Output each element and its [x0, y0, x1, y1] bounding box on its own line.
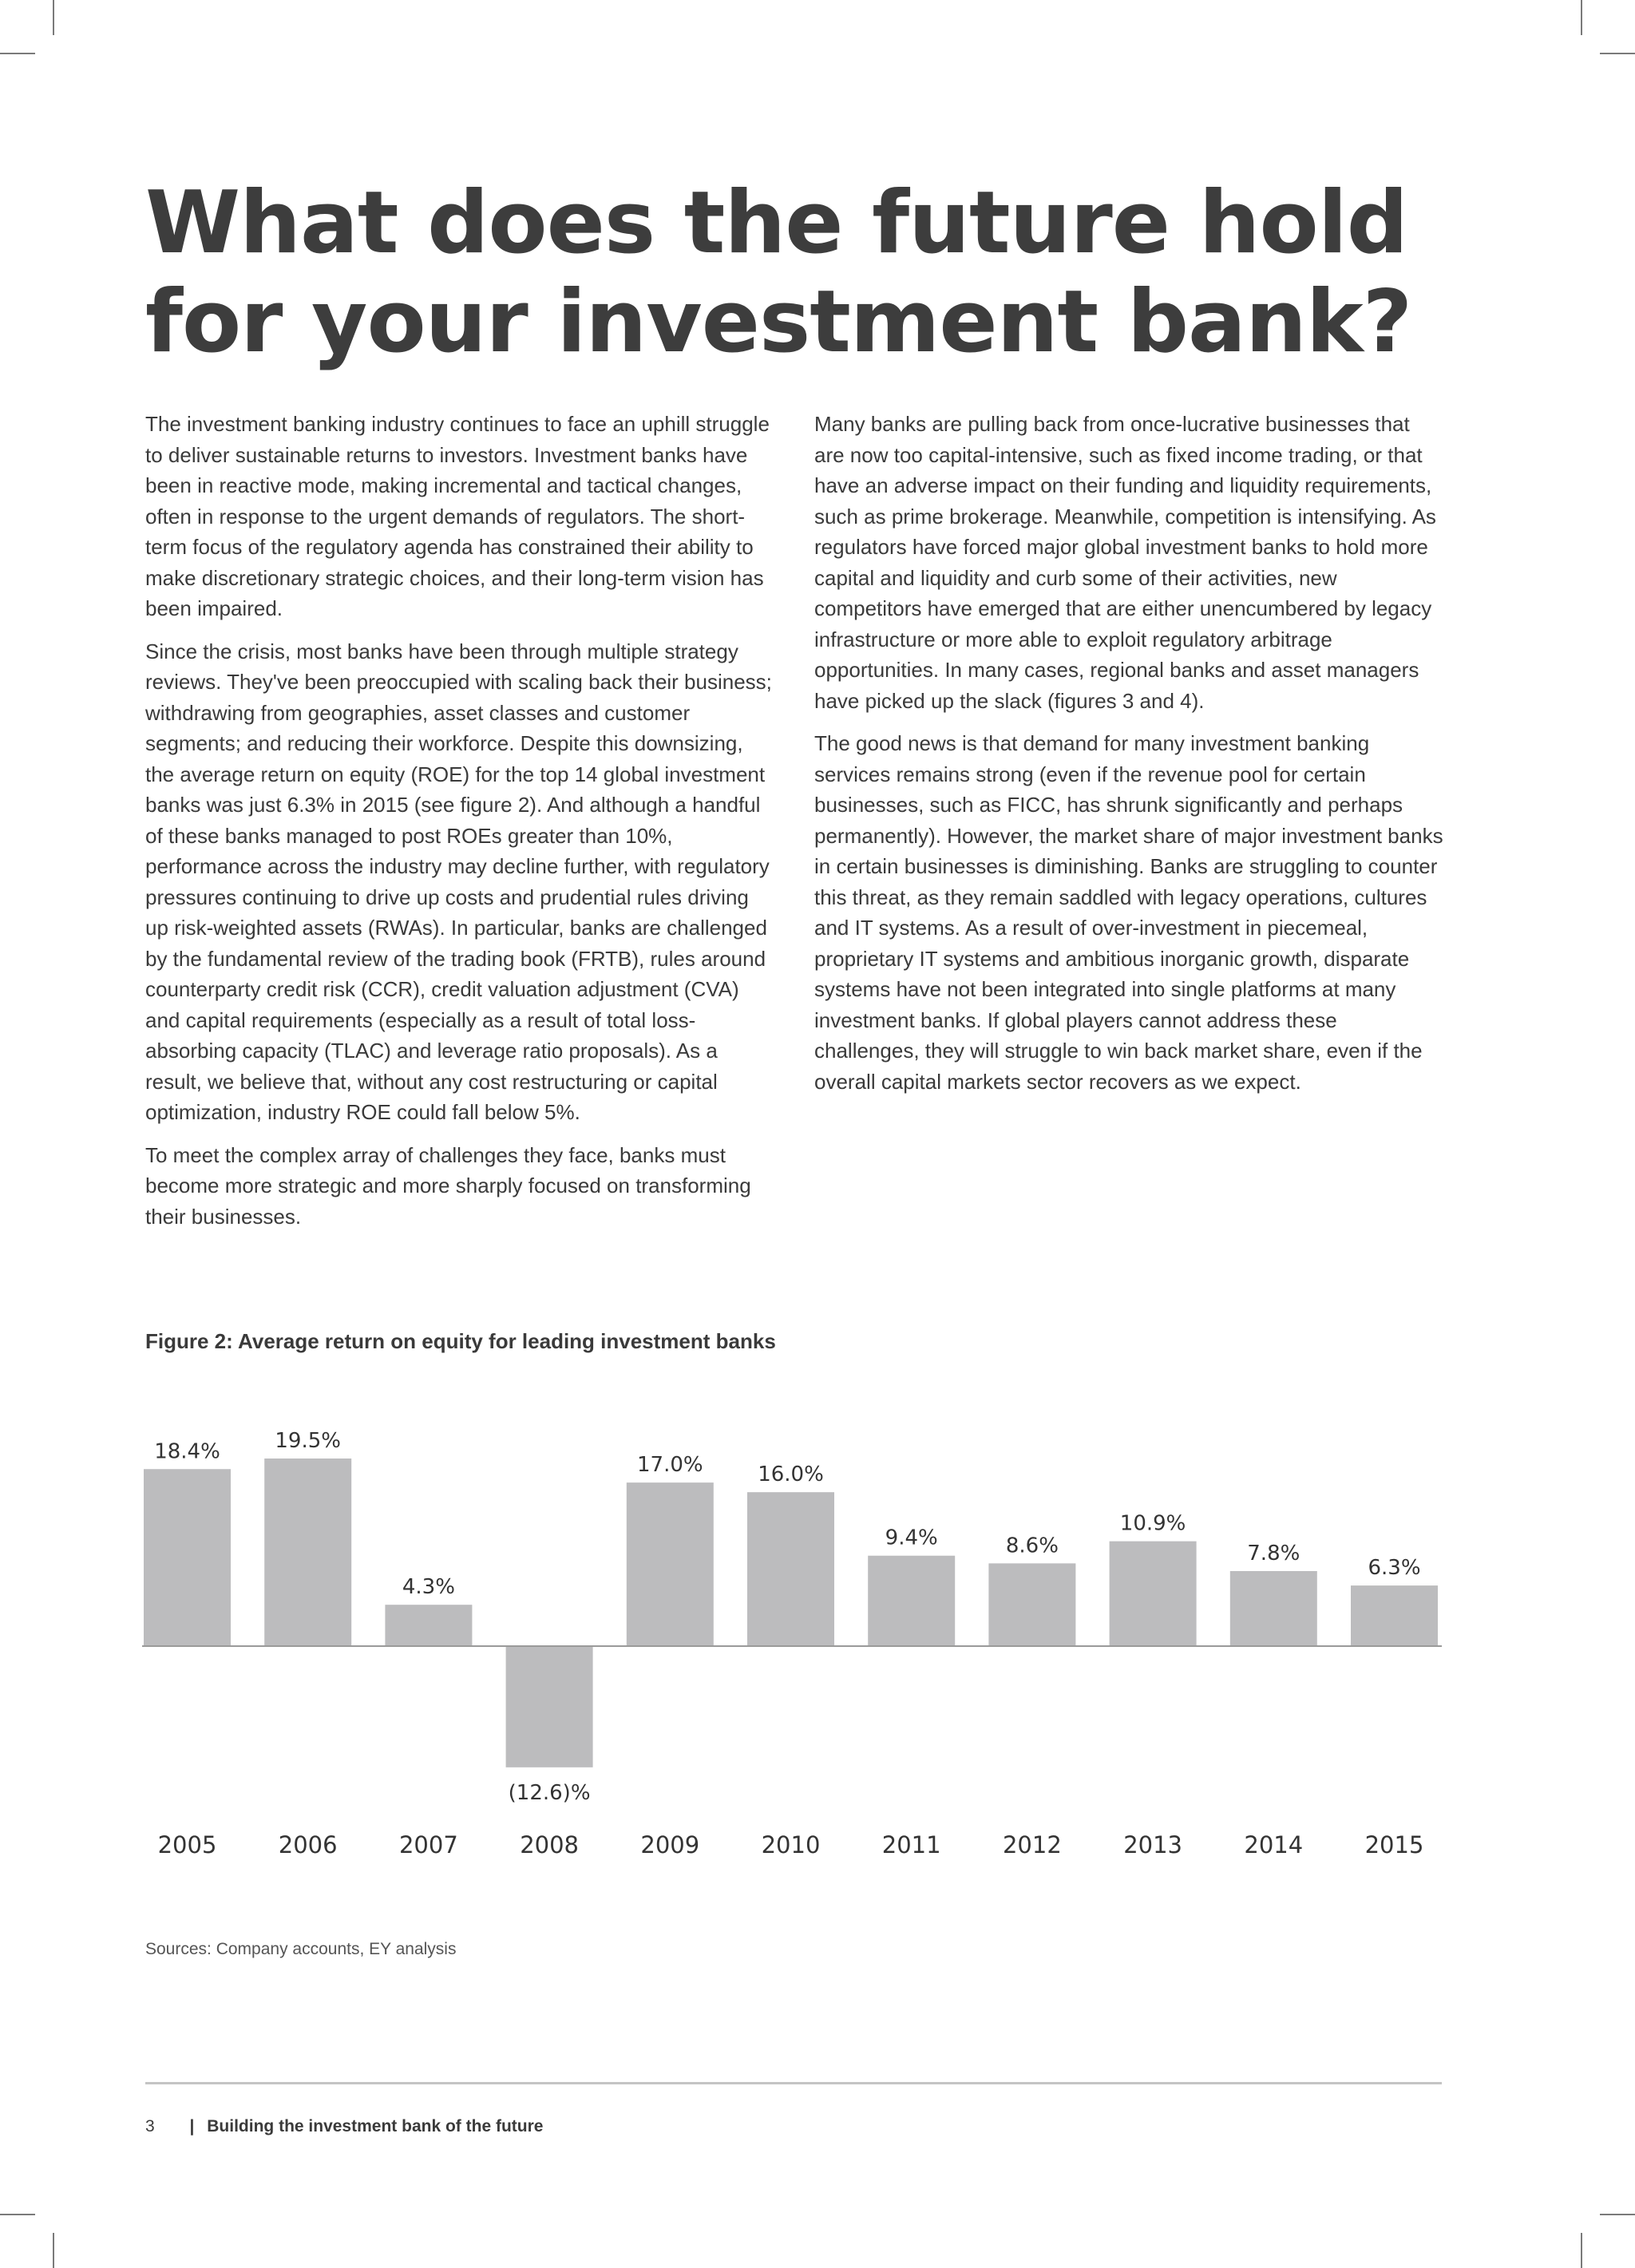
- crop-mark: [1600, 2214, 1635, 2215]
- page-title: What does the future hold for your investment bank?: [145, 173, 1412, 372]
- x-tick-label-2015: 2015: [1364, 1831, 1424, 1858]
- paragraph: Many banks are pulling back from once-lucrative businesses that are now too capital-intensive, such as fixed income trading, or that have an adverse impact on their funding and liquidity requirements, such as prime brokerage. Meanwhile, competition is intensifying. As regulators have forced major global investment banks to hold more capital and liquidity and curb some of their activities, new competitors have emerged that are either unencumbered by legacy infrastructure or more able to exploit regulatory arbitrage opportunities. In many cases, regional banks and asset managers have picked up the slack (figures 3 and 4).: [814, 412, 1436, 713]
- x-tick-label-2013: 2013: [1123, 1831, 1183, 1858]
- data-label-2012: 8.6%: [1005, 1534, 1059, 1558]
- data-label-2015: 6.3%: [1368, 1556, 1421, 1581]
- document-title: Building the investment bank of the future: [207, 2117, 544, 2135]
- bar-2010: [747, 1492, 834, 1646]
- crop-mark: [1600, 53, 1635, 54]
- x-tick-label-2005: 2005: [157, 1831, 217, 1858]
- x-tick-label-2010: 2010: [761, 1831, 821, 1858]
- x-tick-label-2008: 2008: [520, 1831, 580, 1858]
- bar-2005: [144, 1469, 231, 1646]
- footer-divider: [145, 2082, 1442, 2084]
- data-label-2009: 17.0%: [636, 1453, 703, 1478]
- crop-mark: [1581, 0, 1582, 35]
- data-label-2011: 9.4%: [885, 1526, 938, 1550]
- bar-2015: [1351, 1585, 1438, 1646]
- bar-2008: [506, 1646, 593, 1767]
- right-column: [814, 409, 1445, 1109]
- data-label-2010: 16.0%: [758, 1463, 824, 1487]
- bar-2012: [988, 1563, 1075, 1646]
- bar-2009: [627, 1482, 714, 1646]
- page-number: 3: [145, 2117, 155, 2135]
- data-label-2008: (12.6)%: [508, 1780, 591, 1805]
- figure-title: Figure 2: Average return on equity for leading investment banks: [145, 1329, 776, 1353]
- data-label-2006: 19.5%: [275, 1429, 342, 1453]
- data-label-2007: 4.3%: [402, 1575, 455, 1600]
- x-tick-label-2006: 2006: [278, 1831, 338, 1858]
- bar-2014: [1230, 1571, 1317, 1646]
- data-label-2005: 18.4%: [154, 1439, 220, 1464]
- crop-mark: [53, 2233, 54, 2268]
- footer-separator: |: [189, 2117, 195, 2135]
- paragraph: To meet the complex array of challenges they face, banks must become more strategic and more sharply focused on transforming their businesses.: [145, 1142, 751, 1229]
- paragraph: Since the crisis, most banks have been through multiple strategy reviews. They've been preoccupied with scaling back their business; withdrawing from geographies, asset classes and customer segments; and reducing their workforce. Despite this downsizing, the average return on equity (ROE) for the top 14 global investment banks was just 6.3% in 2015 (see figure 2). And although a handful of these banks managed to post ROEs greater than 10%, performance across the industry may decline further, with regulatory pressures continuing to drive up costs and prudential rules driving up risk-weighted assets (RWAs). In particular, banks are challenged by the fundamental review of the trading book (FRTB), rules around counterparty credit risk (CCR), credit valuation adjustment (CVA) and capital requirements (especially as a result of total loss-absorbing capacity (TLAC) and leverage ratio proposals). As a result, we believe that, without any cost restructuring or capital optimization, industry ROE could fall below 5%.: [145, 639, 772, 1124]
- crop-mark: [53, 0, 54, 35]
- data-label-2014: 7.8%: [1247, 1542, 1300, 1565]
- left-column: [145, 409, 776, 1244]
- bar-2006: [264, 1459, 351, 1646]
- x-tick-label-2012: 2012: [1002, 1831, 1062, 1858]
- figure-sources: Sources: Company accounts, EY analysis: [145, 1940, 457, 1958]
- paragraph: The good news is that demand for many investment banking services remains strong (even if the revenue pool for certain businesses, such as FICC, has shrunk significantly and perhaps permanently). However, the market share of major investment banks in certain businesses is diminishing. Banks are struggling to counter this threat, as they remain saddled with legacy operations, cultures and IT systems. As a result of over-investment in piecemeal, proprietary IT systems and ambitious inorganic growth, disparate systems have not been integrated into single platforms at many investment banks. If global players cannot address these challenges, they will struggle to win back market share, even if the overall capital markets sector recovers as we expect.: [814, 731, 1443, 1094]
- crop-mark: [0, 2214, 35, 2215]
- x-tick-label-2014: 2014: [1244, 1831, 1304, 1858]
- crop-mark: [0, 53, 35, 54]
- roe-bar-chart: [128, 1405, 1453, 1868]
- crop-mark: [1581, 2233, 1582, 2268]
- bar-2011: [868, 1556, 955, 1646]
- bar-2013: [1110, 1542, 1197, 1646]
- bar-2007: [385, 1605, 472, 1646]
- x-tick-label-2009: 2009: [640, 1831, 700, 1858]
- data-label-2013: 10.9%: [1119, 1511, 1186, 1536]
- x-tick-label-2007: 2007: [398, 1831, 458, 1858]
- x-tick-label-2011: 2011: [881, 1831, 941, 1858]
- page-footer: [145, 2117, 543, 2136]
- paragraph: The investment banking industry continues to face an uphill struggle to deliver sustainable returns to investors. Investment banks have been in reactive mode, making incremental and tactical changes, often in response to the urgent demands of regulators. The short-term focus of the regulatory agenda has constrained their ability to make discretionary strategic choices, and their long-term vision has been impaired.: [145, 412, 770, 620]
